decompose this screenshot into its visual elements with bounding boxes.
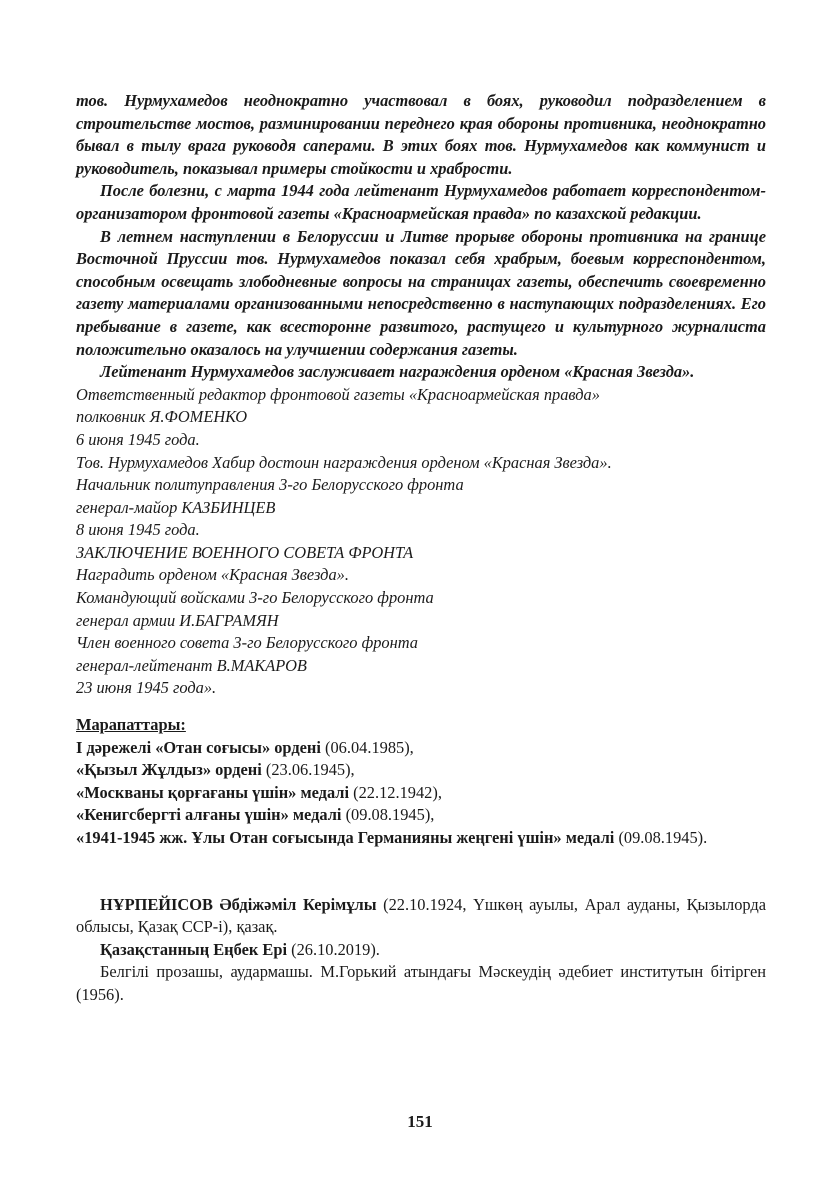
award-date: (09.08.1945). xyxy=(614,828,708,847)
bio-name: НҰРПЕЙІСОВ Әбдіжәміл Керімұлы xyxy=(100,894,377,914)
sig-line: генерал-майор КАЗБИНЦЕВ xyxy=(76,497,276,517)
page-number: 151 xyxy=(407,1112,433,1131)
sig-line: полковник Я.ФОМЕНКО xyxy=(76,407,248,427)
sig-line: 8 июня 1945 года. xyxy=(76,520,200,540)
award-name: «Қызыл Жұлдыз» ордені xyxy=(76,760,262,780)
signatures-block xyxy=(76,384,766,700)
sig-line: Начальник политуправления 3-го Белорусского фронта xyxy=(76,475,464,495)
bio-title: Қазақстанның Еңбек Ері xyxy=(100,939,288,959)
paragraph-correspondent: После болезни, с марта 1944 года лейтенант Нурмухамедов работает корреспондентом-организатором фронтовой газеты «Красноармейская правда» по казахской редакции. xyxy=(76,181,766,223)
award-item xyxy=(76,759,766,782)
award-name: «Кенигсбергті алғаны үшін» медалі xyxy=(76,805,342,825)
paragraph-recommendation: Лейтенант Нурмухамедов заслуживает награждения орденом «Красная Звезда». xyxy=(100,362,695,382)
sig-line: Командующий войсками 3-го Белорусского фронта xyxy=(76,588,434,608)
sig-line: 23 июня 1945 года». xyxy=(76,678,217,698)
page-body xyxy=(76,90,766,1007)
award-name: «Москваны қорғағаны үшін» медалі xyxy=(76,782,350,802)
sig-line: генерал-лейтенант В.МАКАРОВ xyxy=(76,655,307,675)
award-date: (09.08.1945), xyxy=(341,805,435,825)
bio-intro-text: (22.10.1924, Үшкөң ауылы, Арал ауданы, Қызылорда облысы, Қазақ ССР-і), қазақ. xyxy=(76,894,766,937)
sig-line: Ответственный редактор фронтовой газеты «Красноармейская правда» xyxy=(76,384,600,404)
bio-title-line xyxy=(76,939,766,962)
bio-section xyxy=(76,894,766,1007)
award-item xyxy=(76,827,766,850)
award-item xyxy=(76,737,766,760)
award-name: «1941-1945 жж. Ұлы Отан соғысында Германияны жеңгені үшін» медалі xyxy=(76,828,615,847)
bio-text: Белгілі прозашы, аудармашы. М.Горький атындағы Мәскеудің әдебиет институтын бітірген (1956). xyxy=(76,962,766,1004)
paragraph-offensive: В летнем наступлении в Белоруссии и Литве прорыве обороны противника на границе Восточной Пруссии тов. Нурмухамедов показал себя храбрым, боевым корреспондентом, способным освещать злободневные вопросы на страницах газеты, обеспечить своевременно газету материалами организованными непосредственно в наступающих подразделениях. Его пребывание в газете, как всесторонне развитого, растущего и культурного журналиста положительно оказалось на улучшении содержания газеты. xyxy=(76,226,766,359)
award-date: (22.12.1942), xyxy=(349,782,442,802)
sig-line: Член военного совета 3-го Белорусского фронта xyxy=(76,633,418,653)
sig-line: Тов. Нурмухамедов Хабир достоин награждения орденом «Красная Звезда». xyxy=(76,452,612,472)
award-date: (06.04.1985), xyxy=(320,737,414,757)
award-item xyxy=(76,804,766,827)
awards-heading: Марапаттары: xyxy=(76,715,186,735)
award-name: І дәрежелі «Отан соғысы» ордені xyxy=(76,737,321,757)
paragraph-service: тов. Нурмухамедов неоднократно участвовал в боях, руководил подразделением в строительстве мостов, разминировании переднего края обороны противника, неоднократно бывал в тылу врага руководя саперами. В этих боях тов. Нурмухамедов как коммунист и руководитель, показывал примеры стойкости и храбрости. xyxy=(76,91,766,178)
award-item xyxy=(76,782,766,805)
sig-line: Наградить орденом «Красная Звезда». xyxy=(76,565,349,585)
bio-intro xyxy=(76,894,766,939)
award-date: (23.06.1945), xyxy=(261,760,355,780)
sig-line: ЗАКЛЮЧЕНИЕ ВОЕННОГО СОВЕТА ФРОНТА xyxy=(76,542,414,562)
sig-line: генерал армии И.БАГРАМЯН xyxy=(76,610,279,630)
bio-title-date: (26.10.2019). xyxy=(287,939,380,959)
awards-section xyxy=(76,714,766,850)
sig-line: 6 июня 1945 года. xyxy=(76,429,200,449)
